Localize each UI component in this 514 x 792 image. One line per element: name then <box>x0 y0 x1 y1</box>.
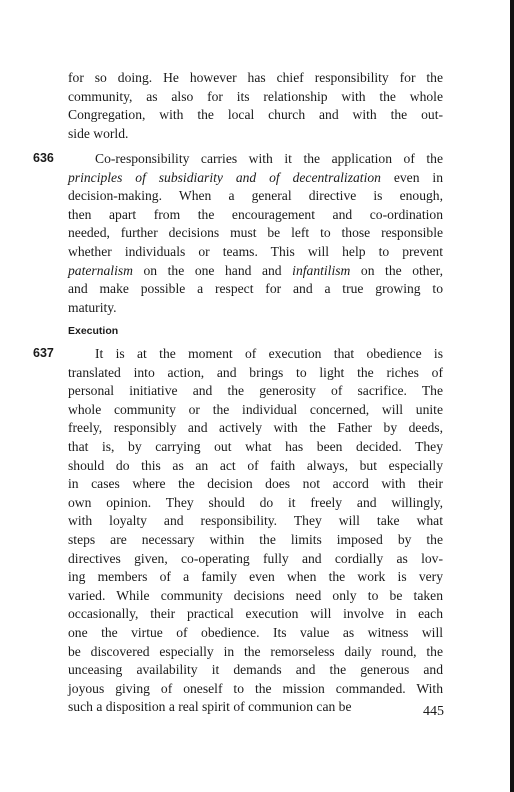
text-line: be discovered especially in the remorseless daily round, the <box>68 643 443 659</box>
page-number: 445 <box>423 704 444 719</box>
text-line: such a disposition a real spirit of communion can be <box>68 699 352 715</box>
text-line: steps are necessary within the limits imposed by the <box>68 531 443 547</box>
text-line: needed, further decisions must be left to those responsible <box>68 225 443 241</box>
text-line: with loyalty and responsibility. They will take what <box>68 513 443 529</box>
text-line: in cases where the decision does not accord with their <box>68 476 443 492</box>
text-line: Congregation, with the local church and with the out- <box>68 107 443 123</box>
text-line: varied. While community decisions need only to be taken <box>68 587 443 603</box>
text-line: translated into action, and brings to light the riches of <box>68 364 443 380</box>
text-line: that is, by carrying out what has been decided. They <box>68 438 443 454</box>
text-line: for so doing. He however has chief responsibility for the <box>68 70 443 85</box>
text-line: one the virtue of obedience. Its value as witness will <box>68 624 443 640</box>
text-line: occasionally, their practical execution will involve in each <box>68 606 443 622</box>
text-line: directives given, co-operating fully and cordially as lov- <box>68 550 443 566</box>
text-line: decision-making. When a general directive is enough, <box>68 188 443 204</box>
text-line: and make possible a respect for and a true growing to <box>68 281 443 297</box>
text-line: side world. <box>68 125 129 141</box>
paragraph-number-636: 636 <box>33 151 54 165</box>
text-line: unceasing availability it demands and the generous and <box>68 662 443 678</box>
text-line: paternalism on the one hand and infantilism on the other, <box>68 262 443 278</box>
text-line: principles of subsidiarity and of decentralization even in <box>68 169 443 185</box>
text-line: then apart from the encouragement and co-ordination <box>68 206 443 222</box>
text-line: own opinion. They should do it freely and willingly, <box>68 494 443 510</box>
paragraph-637 <box>68 345 443 717</box>
section-heading: Execution <box>68 325 119 337</box>
paragraph-number-637: 637 <box>33 346 54 360</box>
continuation-paragraph <box>68 69 443 143</box>
text-line: freely, responsibly and actively with the Father by deeds, <box>68 420 443 436</box>
scan-edge <box>510 0 514 792</box>
italic-term: principles of subsidiarity and of decentralization <box>68 169 381 185</box>
text-line: It is at the moment of execution that obedience is <box>95 346 443 361</box>
text-line: ing members of a family even when the work is very <box>68 569 443 585</box>
text-line: whether individuals or teams. This will help to prevent <box>68 243 443 259</box>
text-line: should do this as an act of faith always, but especially <box>68 457 443 473</box>
text-line: maturity. <box>68 299 117 315</box>
italic-term: paternalism <box>68 262 133 278</box>
text-line: community, as also for its relationship with the whole <box>68 88 443 104</box>
text-line: whole community or the individual concerned, will unite <box>68 401 443 417</box>
italic-term: infantilism <box>292 262 351 278</box>
text-line: joyous giving of oneself to the mission commanded. With <box>68 680 443 696</box>
text-line: personal initiative and the generosity of sacrifice. The <box>68 383 443 399</box>
paragraph-636 <box>68 150 443 317</box>
text-line: Co-responsibility carries with it the application of the <box>95 151 443 166</box>
